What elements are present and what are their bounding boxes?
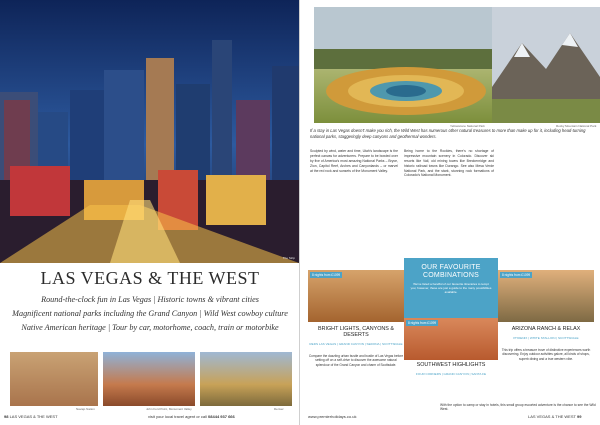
tour-1-sub: REDS LAS VEGAS | GRAND CANYON | SEDONA | SCOTTSDALE	[309, 342, 403, 346]
tour-1-price: 8 nights from £1099	[312, 273, 341, 277]
fav-title: OUR FAVOURITE COMBINATIONS	[421, 264, 481, 279]
tour-3-desc: This trip offers a treasure trove of distinctive experiences worth discovering. Enjoy outdoor activities galore, all kinds of shops, superb dining and a true western vibe.	[501, 348, 591, 361]
photo-caption-yellowstone: Yellowstone National Park	[450, 124, 485, 128]
right-footer-url[interactable]: www.premierholidays.co.uk	[308, 414, 357, 419]
left-footer-section: LAS VEGAS & THE WEST	[9, 414, 58, 419]
page-title: LAS VEGAS & THE WEST	[40, 268, 260, 288]
footer-contact-prefix: visit your local travel agent or call	[148, 414, 207, 419]
left-footer-contact	[148, 414, 235, 419]
tagline-3: Native American heritage | Tour by car, motorhome, coach, train or motorbike	[21, 323, 279, 332]
tagline-2: Magnificent national parks including the Grand Canyon | Wild West cowboy culture	[12, 309, 288, 318]
footer-phone[interactable]: 08444 937 666	[208, 414, 235, 419]
right-page	[300, 0, 600, 425]
yellowstone-illustration	[314, 7, 492, 123]
tour-1-title: BRIGHT LIGHTS, CANYONS & DESERTS	[318, 326, 394, 339]
yellowstone-photo	[314, 7, 492, 123]
las-vegas-hero-photo	[0, 0, 299, 263]
tour-2-title: SOUTHWEST HIGHLIGHTS	[416, 362, 486, 368]
photo-caption-rocky: Rocky Mountain National Park	[556, 124, 597, 128]
right-footer-section	[528, 414, 581, 419]
tour-3-title: ARIZONA RANCH & RELAX	[511, 326, 581, 332]
tagline-1: Round-the-clock fun in Las Vegas | Historic towns & vibrant cities	[41, 295, 259, 304]
thumb-caption-1: Navajo Nation	[76, 407, 95, 411]
tour-2-sub: FOUR CORNERS | GRAND CANYON | SANTA FE	[415, 372, 487, 376]
right-footer-page-number: 99	[577, 414, 582, 419]
bottom-note: With the option to camp or stay in hotels, this small group escorted adventure is the chance to see the Wild West.	[440, 403, 596, 411]
right-column-1: Sculpted by wind, water and time, Utah's landscape is the perfect canvas for adventurers. Prepare to be bowled over by five of America's most amazing National Parks – Bryce, Zion, Capitol Reef, Arches and Canyonlands – or marvel at the red rock and sunsets of the Monument Valley.	[310, 149, 398, 173]
favourite-combinations-badge	[404, 258, 498, 318]
tour-3-price: 8 nights from £1099	[502, 273, 531, 277]
denver-photo	[200, 352, 292, 406]
right-column-2: Being home to the Rockies, there's no shortage of impressive mountain scenery in Colorado. Discover ski resorts like Vail, old mining towns like Breckenridge and historic railroad towns like Durango. See also Mesa Verde National Park, and the stark, stunning rock formations of Colorado's National Monument.	[404, 149, 494, 178]
tour-2-price: 8 nights from £1099	[408, 321, 437, 325]
right-footer-section-label: LAS VEGAS & THE WEST	[528, 414, 576, 419]
tour-1-desc: Compare the dazzling urban bustle and bustle of Las Vegas before setting off on a self-drive to discover the awesome natural splendour of the Grand Canyon and charm of Scottsdale.	[308, 354, 404, 367]
hero-caption: The Strip	[282, 256, 295, 260]
left-footer-page-section	[4, 414, 58, 419]
fav-text: We've listed a handful of our favourite itineraries to tempt you; however, these are just a guide to the many possibilities available.	[410, 282, 492, 294]
navajo-nation-photo	[10, 352, 98, 406]
tour-3-sub: PHOENIX | WHITE STALLION | SCOTTSDALE	[513, 336, 579, 340]
thumb-caption-3: Denver	[274, 407, 284, 411]
mountain-illustration	[492, 7, 600, 123]
rocky-mountain-photo	[492, 7, 600, 123]
left-footer-page-number: 98	[4, 414, 9, 419]
thumb-caption-2: John Ford Point, Monument Valley	[146, 407, 192, 411]
monument-valley-photo	[103, 352, 195, 406]
right-intro: If a stay in Las Vegas doesn't make you rich, the Wild West has numerous other natural treasures to more than make up for it, including head-turning national parks, staggeringly deep canyons and geothermal wonders.	[310, 128, 586, 139]
skyline-illustration	[0, 0, 299, 263]
